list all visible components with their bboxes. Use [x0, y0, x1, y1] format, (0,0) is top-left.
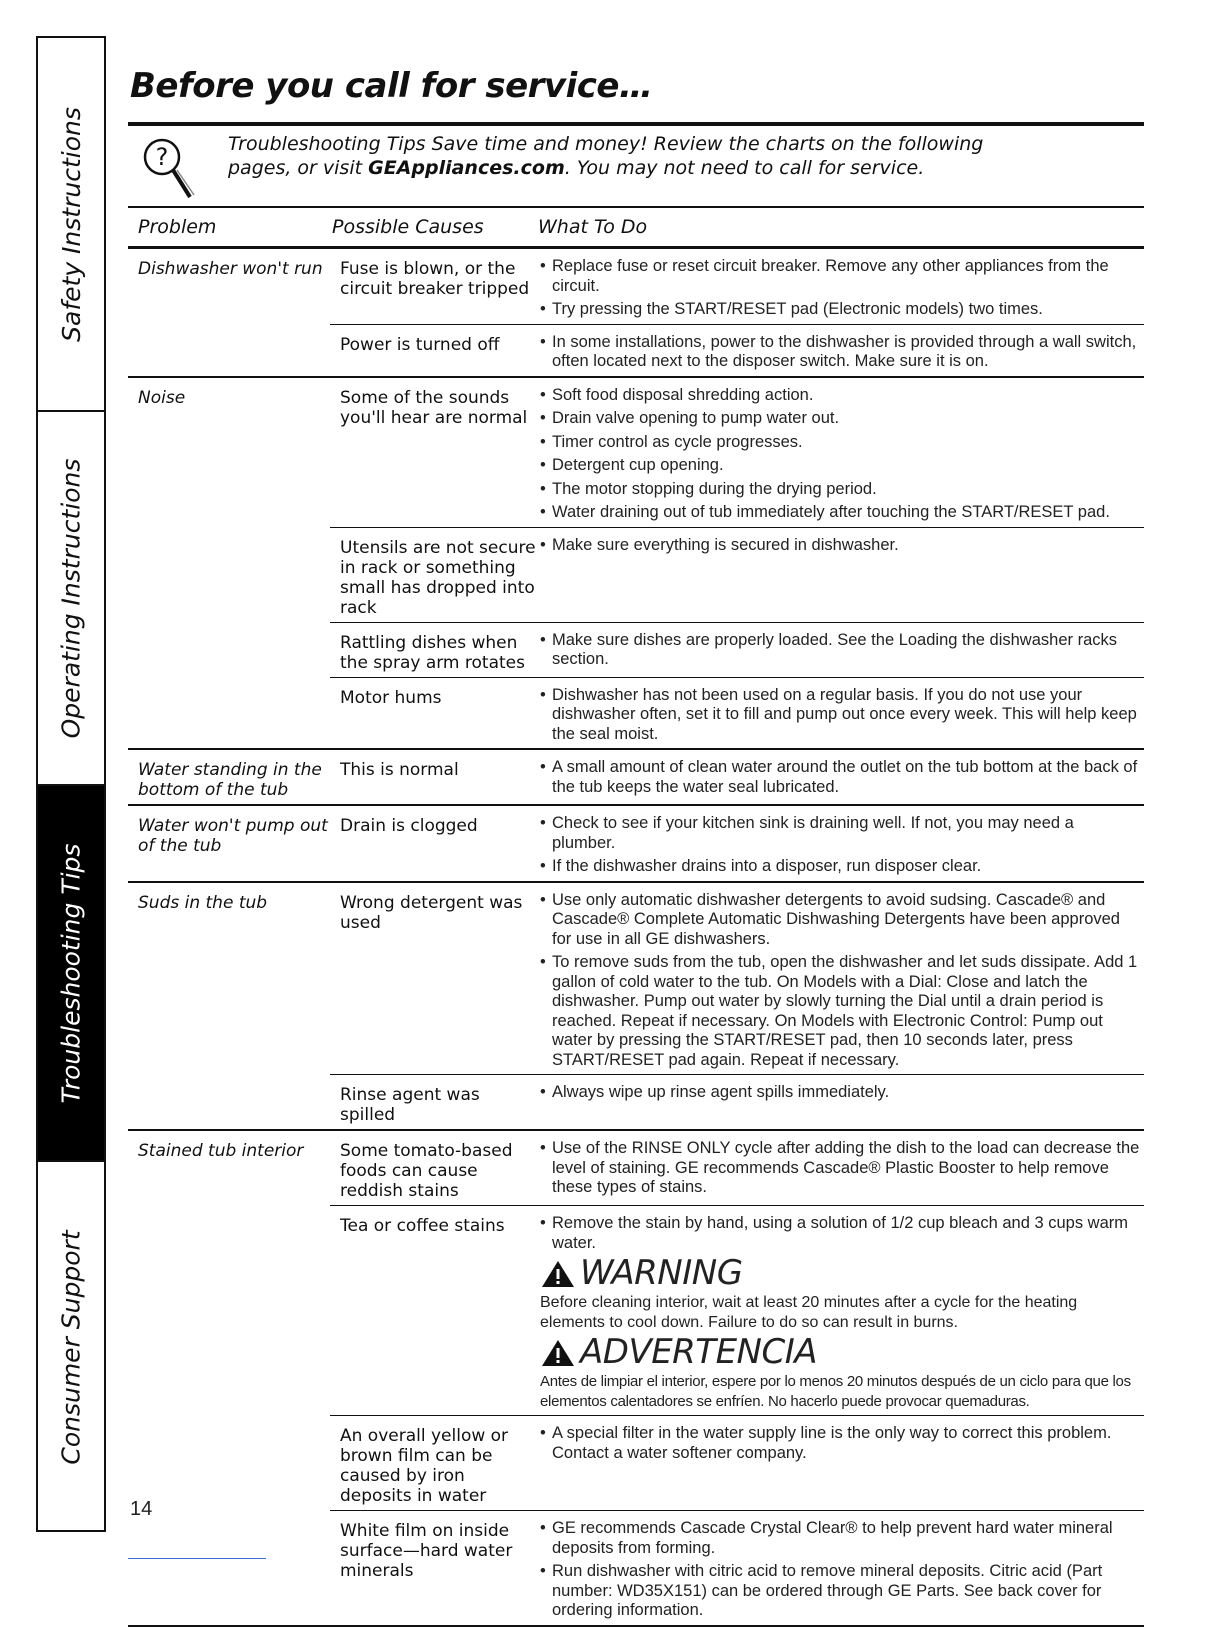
- page-number: 14: [130, 1498, 153, 1520]
- possible-cause: This is normal: [340, 760, 459, 780]
- problem-group: [128, 883, 1144, 1132]
- possible-cause: Motor hums: [340, 687, 442, 708]
- solution-item: • Use of the RINSE ONLY cycle after adding the dish to the load can decrease the level of staining. GE recommends Cascade® Plastic Booster to help remove these types of stains.: [540, 1139, 1140, 1198]
- possible-cause: Some tomato-based foods can cause reddish stains: [340, 1141, 513, 1201]
- what-to-do: [540, 883, 1144, 1075]
- advertencia-heading: [540, 1332, 1140, 1373]
- possible-cause: Rattling dishes when the spray arm rotates: [340, 632, 525, 673]
- warning-icon: [540, 1338, 580, 1368]
- possible-cause: Tea or coffee stains: [340, 1216, 505, 1236]
- table-row: [330, 678, 1144, 749]
- solution-item: • In some installations, power to the dishwasher is provided through a wall switch, often located next to the disposer switch. Make sure it is on.: [540, 333, 1140, 372]
- solution-item: • If the dishwasher drains into a disposer, run disposer clear.: [540, 857, 1140, 877]
- tab-safety-instructions[interactable]: [38, 38, 104, 412]
- table-row: [330, 623, 1144, 678]
- possible-cause: Drain is clogged: [340, 816, 478, 836]
- intro-suffix: . You may not need to call for service.: [564, 157, 925, 179]
- solution-item: • Always wipe up rinse agent spills immediately.: [540, 1083, 1140, 1103]
- table-row: [330, 249, 1144, 325]
- solution-item: • A special filter in the water supply line is the only way to correct this problem. Contact a water softener company.: [540, 1424, 1140, 1463]
- header-problem: Problem: [138, 216, 217, 238]
- title-divider: [128, 122, 1144, 126]
- problem-label: Water standing in the bottom of the tub: [138, 760, 322, 800]
- help-magnifier-icon: [140, 135, 200, 205]
- table-row: [330, 806, 1144, 881]
- problem-label: Suds in the tub: [138, 892, 268, 913]
- possible-cause: Wrong detergent was used: [340, 892, 523, 933]
- solution-item: • Timer control as cycle progresses.: [540, 433, 1140, 453]
- what-to-do: [540, 678, 1144, 749]
- cause-rows: [330, 1131, 1144, 1625]
- solution-item: • Soft food disposal shredding action.: [540, 386, 1140, 406]
- solution-item: • Water draining out of tub immediately after touching the START/RESET pad.: [540, 503, 1140, 523]
- problem-label: Water won't pump out of the tub: [138, 816, 328, 856]
- table-row: [330, 1075, 1144, 1129]
- cause-rows: [330, 750, 1144, 804]
- problem-label: Dishwasher won't run: [138, 259, 323, 279]
- solution-item: • Drain valve opening to pump water out.: [540, 409, 1140, 429]
- table-row: [330, 1511, 1144, 1625]
- svg-text:?: ?: [155, 143, 169, 171]
- tab-consumer-support[interactable]: [38, 1162, 104, 1532]
- solution-item: • Replace fuse or reset circuit breaker. Remove any other appliances from the circuit.: [540, 257, 1140, 296]
- possible-cause: White film on inside surface—hard water minerals: [340, 1521, 513, 1581]
- warning-title: WARNING: [580, 1253, 743, 1294]
- tab-operating-instructions[interactable]: [38, 412, 104, 786]
- solution-item: • Remove the stain by hand, using a solution of 1/2 cup bleach and 3 cups warm water.: [540, 1214, 1140, 1253]
- solution-item: • Use only automatic dishwasher detergents to avoid sudsing. Cascade® and Cascade® Complete Automatic Dishwashing Detergents have been approved for use in all GE dishwashers.: [540, 891, 1140, 950]
- solution-item: • GE recommends Cascade Crystal Clear® to help prevent hard water mineral deposits from forming.: [540, 1519, 1140, 1558]
- what-to-do: [540, 249, 1144, 324]
- problem-group: [128, 750, 1144, 806]
- what-to-do: [540, 325, 1144, 376]
- problem-label: Stained tub interior: [138, 1141, 304, 1161]
- what-to-do: [540, 378, 1144, 527]
- intro-text: [228, 132, 1128, 180]
- tab-label: Operating Instructions: [56, 458, 86, 738]
- table-row: [330, 750, 1144, 801]
- advertencia-title: ADVERTENCIA: [580, 1332, 818, 1373]
- tab-troubleshooting-tips[interactable]: [38, 786, 104, 1162]
- problem-group: [128, 378, 1144, 751]
- intro-line-2: [228, 156, 1128, 180]
- solution-item: • Dishwasher has not been used on a regular basis. If you do not use your dishwasher often, set it to fill and pump out once every week. This will help keep the seal moist.: [540, 686, 1140, 745]
- cause-rows: [330, 378, 1144, 749]
- cause-rows: [330, 249, 1144, 376]
- table-row: [330, 325, 1144, 376]
- what-to-do: [540, 1511, 1144, 1625]
- problem-label: Noise: [138, 387, 186, 408]
- what-to-do: [540, 1075, 1144, 1129]
- table-row: [330, 528, 1144, 623]
- intro-prefix: pages, or visit: [228, 157, 369, 179]
- advertencia-text: Antes de limpiar el interior, espere por lo menos 20 minutos después de un ciclo para que los elementos calentadores se enfríen. No hacerlo puede provocar quemaduras.: [540, 1373, 1131, 1410]
- warning-heading: [540, 1253, 1140, 1294]
- possible-cause: Fuse is blown, or the circuit breaker tripped: [340, 259, 530, 299]
- ge-appliances-link[interactable]: GEAppliances.com: [368, 157, 565, 179]
- intro-line-1: Troubleshooting Tips Save time and money! Review the charts on the following: [228, 133, 984, 155]
- table-row: [330, 1416, 1144, 1511]
- problem-group: [128, 806, 1144, 883]
- warning-text: Before cleaning interior, wait at least 20 minutes after a cycle for the heating elements to cool down. Failure to do so can result in burns.: [540, 1294, 1078, 1331]
- possible-cause: Utensils are not secure in rack or something small has dropped into rack: [340, 537, 536, 618]
- possible-cause: An overall yellow or brown film can be caused by iron deposits in water: [340, 1426, 509, 1506]
- solution-item: • Detergent cup opening.: [540, 456, 1140, 476]
- cause-rows: [330, 806, 1144, 881]
- table-row: [330, 883, 1144, 1076]
- page-title: Before you call for service…: [130, 66, 653, 106]
- possible-cause: Some of the sounds you'll hear are normal: [340, 387, 528, 428]
- possible-cause: Rinse agent was spilled: [340, 1085, 480, 1125]
- section-tabs: [36, 36, 106, 1532]
- possible-cause: Power is turned off: [340, 334, 500, 355]
- tab-label: Troubleshooting Tips: [56, 843, 86, 1103]
- solution-item: • A small amount of clean water around the outlet on the tub bottom at the back of the tub keeps the water seal lubricated.: [540, 758, 1140, 797]
- solution-item: • To remove suds from the tub, open the dishwasher and let suds dissipate. Add 1 gallon of cold water to the tub. On Models with a Dial: Close and latch the dishwasher. Pump out water by slowly turning the Dial until a drain period is reached. Repeat if necessary. On Models with Electronic Control: Pump out water by pressing the START/RESET pad, then 10 seconds later, press START/RESET pad again. Repeat if necessary.: [540, 953, 1140, 1070]
- warning-icon: [540, 1259, 580, 1289]
- solution-item: • Make sure everything is secured in dishwasher.: [540, 536, 1140, 556]
- solution-item: • Check to see if your kitchen sink is draining well. If not, you may need a plumber.: [540, 814, 1140, 853]
- what-to-do: [540, 1131, 1144, 1205]
- what-to-do: [540, 1416, 1144, 1510]
- what-to-do: [540, 750, 1144, 801]
- troubleshooting-table: [128, 206, 1144, 1627]
- tab-label: Safety Instructions: [56, 106, 86, 342]
- header-todo: What To Do: [538, 216, 648, 238]
- what-to-do: [540, 623, 1144, 677]
- cause-rows: [330, 883, 1144, 1130]
- table-row: [330, 378, 1144, 528]
- footer-rule: [128, 1558, 266, 1559]
- table-row: [330, 1206, 1144, 1416]
- what-to-do: [540, 1206, 1144, 1415]
- problem-group: [128, 249, 1144, 378]
- tab-label: Consumer Support: [56, 1229, 86, 1465]
- solution-item: • Try pressing the START/RESET pad (Electronic models) two times.: [540, 300, 1140, 320]
- solution-item: • The motor stopping during the drying period.: [540, 480, 1140, 500]
- what-to-do: [540, 806, 1144, 881]
- header-causes: Possible Causes: [332, 216, 484, 238]
- what-to-do: [540, 528, 1144, 622]
- table-row: [330, 1131, 1144, 1206]
- problem-group: [128, 1131, 1144, 1627]
- solution-item: • Make sure dishes are properly loaded. See the Loading the dishwasher racks section.: [540, 631, 1140, 670]
- solution-item: • Run dishwasher with citric acid to remove mineral deposits. Citric acid (Part number: WD35X151) can be ordered through GE Parts. See back cover for ordering information.: [540, 1562, 1140, 1621]
- table-header: [128, 208, 1144, 249]
